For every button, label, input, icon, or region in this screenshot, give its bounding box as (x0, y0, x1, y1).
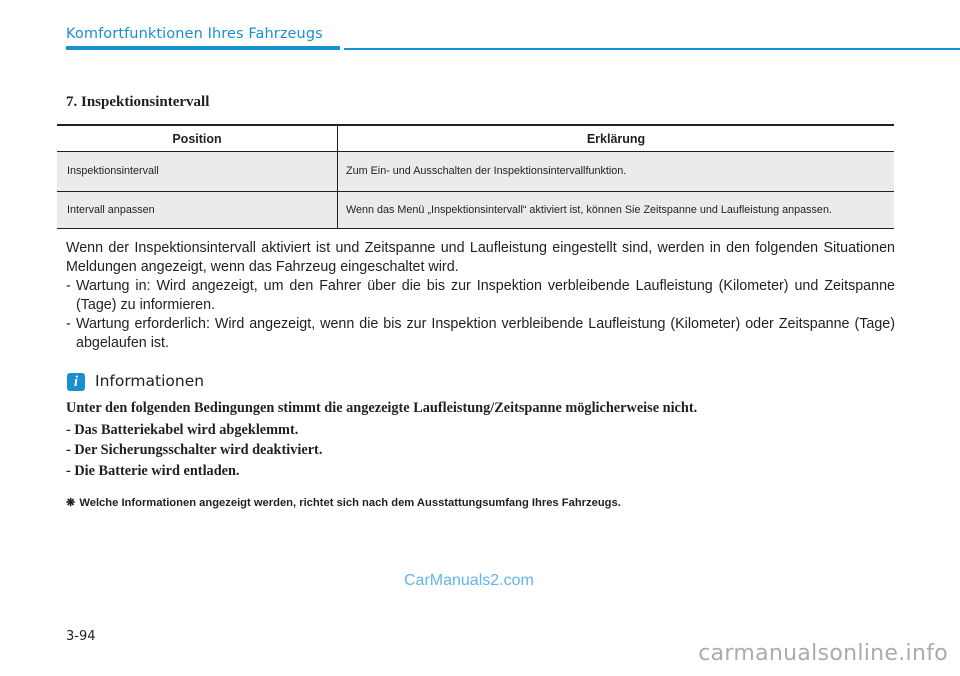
table-row (57, 192, 894, 229)
table-cell-position: Inspektionsintervall (57, 152, 338, 192)
section-title: 7. Inspektionsintervall (66, 94, 210, 110)
chapter-title: Komfortfunktionen Ihres Fahrzeugs (66, 26, 323, 42)
info-heading: Informationen (95, 372, 205, 390)
footnote (66, 496, 621, 509)
table-cell-explanation: Wenn das Menü „Inspektionsintervall“ aktiviert ist, können Sie Zeitspanne und Laufleistung anpassen. (338, 192, 895, 229)
column-header-explanation: Erklärung (338, 125, 895, 152)
bullet-dash: - (66, 316, 71, 332)
intro-paragraph: Wenn der Inspektionsintervall aktiviert ist und Zeitspanne und Laufleistung eingestellt sind, werden in den folgenden Situationen Meldungen angezeigt, wenn das Fahrzeug eingeschaltet wird. (66, 240, 895, 275)
bullet-text: Wartung in: Wird angezeigt, um den Fahrer über die bis zur Inspektion verbleibende Laufleistung (Kilometer) und Zeitspanne (Tage) zu informieren. (76, 278, 895, 313)
info-line: - Das Batteriekabel wird abgeklemmt. (66, 422, 299, 438)
table-cell-explanation: Zum Ein- und Ausschalten der Inspektionsintervallfunktion. (338, 152, 895, 192)
bullet-text: Wartung erforderlich: Wird angezeigt, wenn die bis zur Inspektion verbleibende Laufleistung (Kilometer) oder Zeitspanne (Tage) abgelaufen ist. (76, 316, 895, 351)
bullet-dash: - (66, 278, 71, 294)
page-number: 3-94 (66, 629, 96, 644)
bullet-item (66, 277, 895, 315)
info-line: - Die Batterie wird entladen. (66, 463, 240, 479)
footnote-text: Welche Informationen angezeigt werden, richtet sich nach dem Ausstattungsumfang Ihres Fahrzeugs. (79, 497, 621, 509)
footnote-symbol-icon: ❋ (66, 497, 76, 509)
settings-table (57, 124, 894, 229)
info-line: Unter den folgenden Bedingungen stimmt die angezeigte Laufleistung/Zeitspanne möglicherweise nicht. (66, 400, 698, 416)
table-header-row (57, 125, 894, 152)
info-icon: i (67, 373, 85, 391)
chapter-title-underline (66, 46, 340, 50)
bullet-item (66, 315, 895, 353)
footer-watermark: carmanualsonline.info (698, 641, 948, 666)
table-row (57, 152, 894, 192)
header-rule (344, 48, 960, 50)
info-line: - Der Sicherungsschalter wird deaktiviert. (66, 442, 323, 458)
watermark-link[interactable]: CarManuals2.com (404, 572, 534, 589)
table-cell-position: Intervall anpassen (57, 192, 338, 229)
column-header-position: Position (57, 125, 338, 152)
